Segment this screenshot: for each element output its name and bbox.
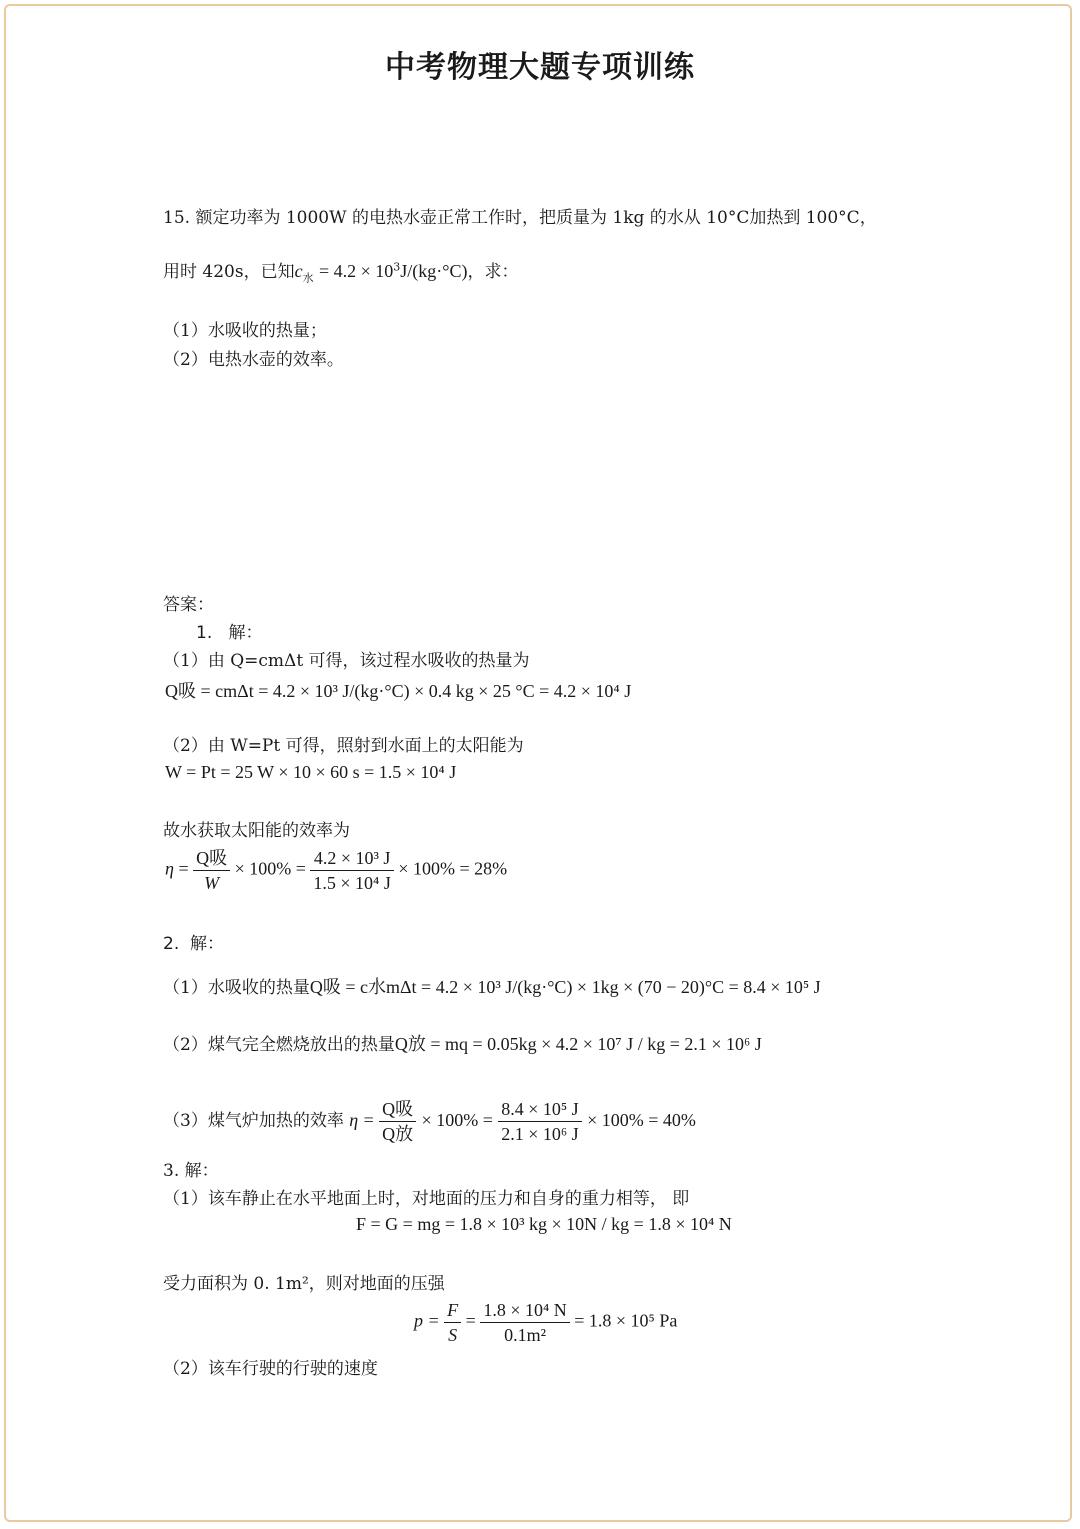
answer-2-part-2: （2）煤气完全燃烧放出的热量Q放 = mq = 0.05kg × 4.2 × 10⁷ J / kg = 2.1 × 10⁶ J: [163, 1034, 762, 1055]
answer-3-part-2: 受力面积为 0. 1m²，则对地面的压强: [163, 1274, 445, 1294]
fraction: $\frac{\text{4.2 × 10³ J}}{\text{1.5 × 10⁴ J}}$: [310, 846, 393, 895]
question-sub-1: （1）水吸收的热量；: [163, 321, 327, 341]
answer-3-formula-1: F = G = mg = 1.8 × 10³ kg × 10N / kg = 1.8 × 10⁴ N: [356, 1214, 732, 1234]
fraction: $\frac{\text{8.4 × 10⁵ J}}{\text{2.1 × 10⁶ J}}$: [498, 1097, 581, 1146]
answer-1-part-2: （2）由 W=Pt 可得，照射到水面上的太阳能为: [163, 736, 524, 756]
answer-1-label: 1. 解：: [196, 623, 263, 643]
fraction: $\frac{\text{1.8 × 10⁴ N}}{\text{0.1m²}}$: [480, 1298, 569, 1347]
question-line-2: 用时 420s，已知$c_水 = 4.2 \times 10^3J/(kg\cdot^\circ C)$，求：: [163, 260, 519, 285]
question-line-1: 15. 额定功率为 1000W 的电热水壶正常工作时，把质量为 1kg 的水从 10°C加热到 100°C，: [163, 208, 877, 228]
answer-3-pressure-formula: p = $\frac{F}{S}$ = $\frac{\text{1.8 × 10⁴ N}}{\text{0.1m²}}$ = 1.8 × 10⁵ Pa: [414, 1300, 678, 1345]
answer-2-part-1: （1）水吸收的热量Q吸 = c水mΔt = 4.2 × 10³ J/(kg·°C) × 1kg × (70 − 20)°C = 8.4 × 10⁵ J: [163, 977, 821, 998]
answer-2-label: 2. 解：: [163, 934, 225, 954]
answer-1-efficiency-formula: η = $\frac{\text{Q吸}}{W}$ × 100% = $\frac{\text{4.2 × 10³ J}}{\text{1.5 × 10⁴ J}}$ × 100% = 28%: [165, 848, 508, 893]
answer-3-part-3: （2）该车行驶的行驶的速度: [163, 1359, 378, 1379]
fraction: $\frac{\text{Q吸}}{W}$: [193, 846, 230, 895]
answer-1-part-3: 故水获取太阳能的效率为: [163, 821, 350, 841]
question-sub-2: （2）电热水壶的效率。: [163, 350, 344, 370]
answers-heading: 答案：: [163, 595, 214, 615]
answer-1-formula-1: Q吸 = cmΔt = 4.2 × 10³ J/(kg·°C) × 0.4 kg × 25 °C = 4.2 × 10⁴ J: [165, 681, 632, 701]
answer-3-label: 3. 解：: [163, 1161, 219, 1181]
answer-2-part-3: （3）煤气炉加热的效率 η = $\frac{\text{Q吸}}{\text{Q放}}$ × 100% = $\frac{\text{8.4 × 10⁵ J}}{\text{2.1 × 10⁶ J}}$ × 100% = 40%: [163, 1099, 696, 1144]
answer-3-part-1: （1）该车静止在水平地面上时，对地面的压力和自身的重力相等， 即: [163, 1189, 690, 1209]
fraction: $\frac{\text{Q吸}}{\text{Q放}}$: [379, 1097, 416, 1146]
answer-1-formula-2: W = Pt = 25 W × 10 × 60 s = 1.5 × 10⁴ J: [165, 762, 457, 782]
page-title: 中考物理大题专项训练: [385, 50, 695, 85]
answer-1-part-1: （1）由 Q=cmΔt 可得，该过程水吸收的热量为: [163, 651, 530, 671]
fraction: $\frac{F}{S}$: [444, 1298, 461, 1347]
